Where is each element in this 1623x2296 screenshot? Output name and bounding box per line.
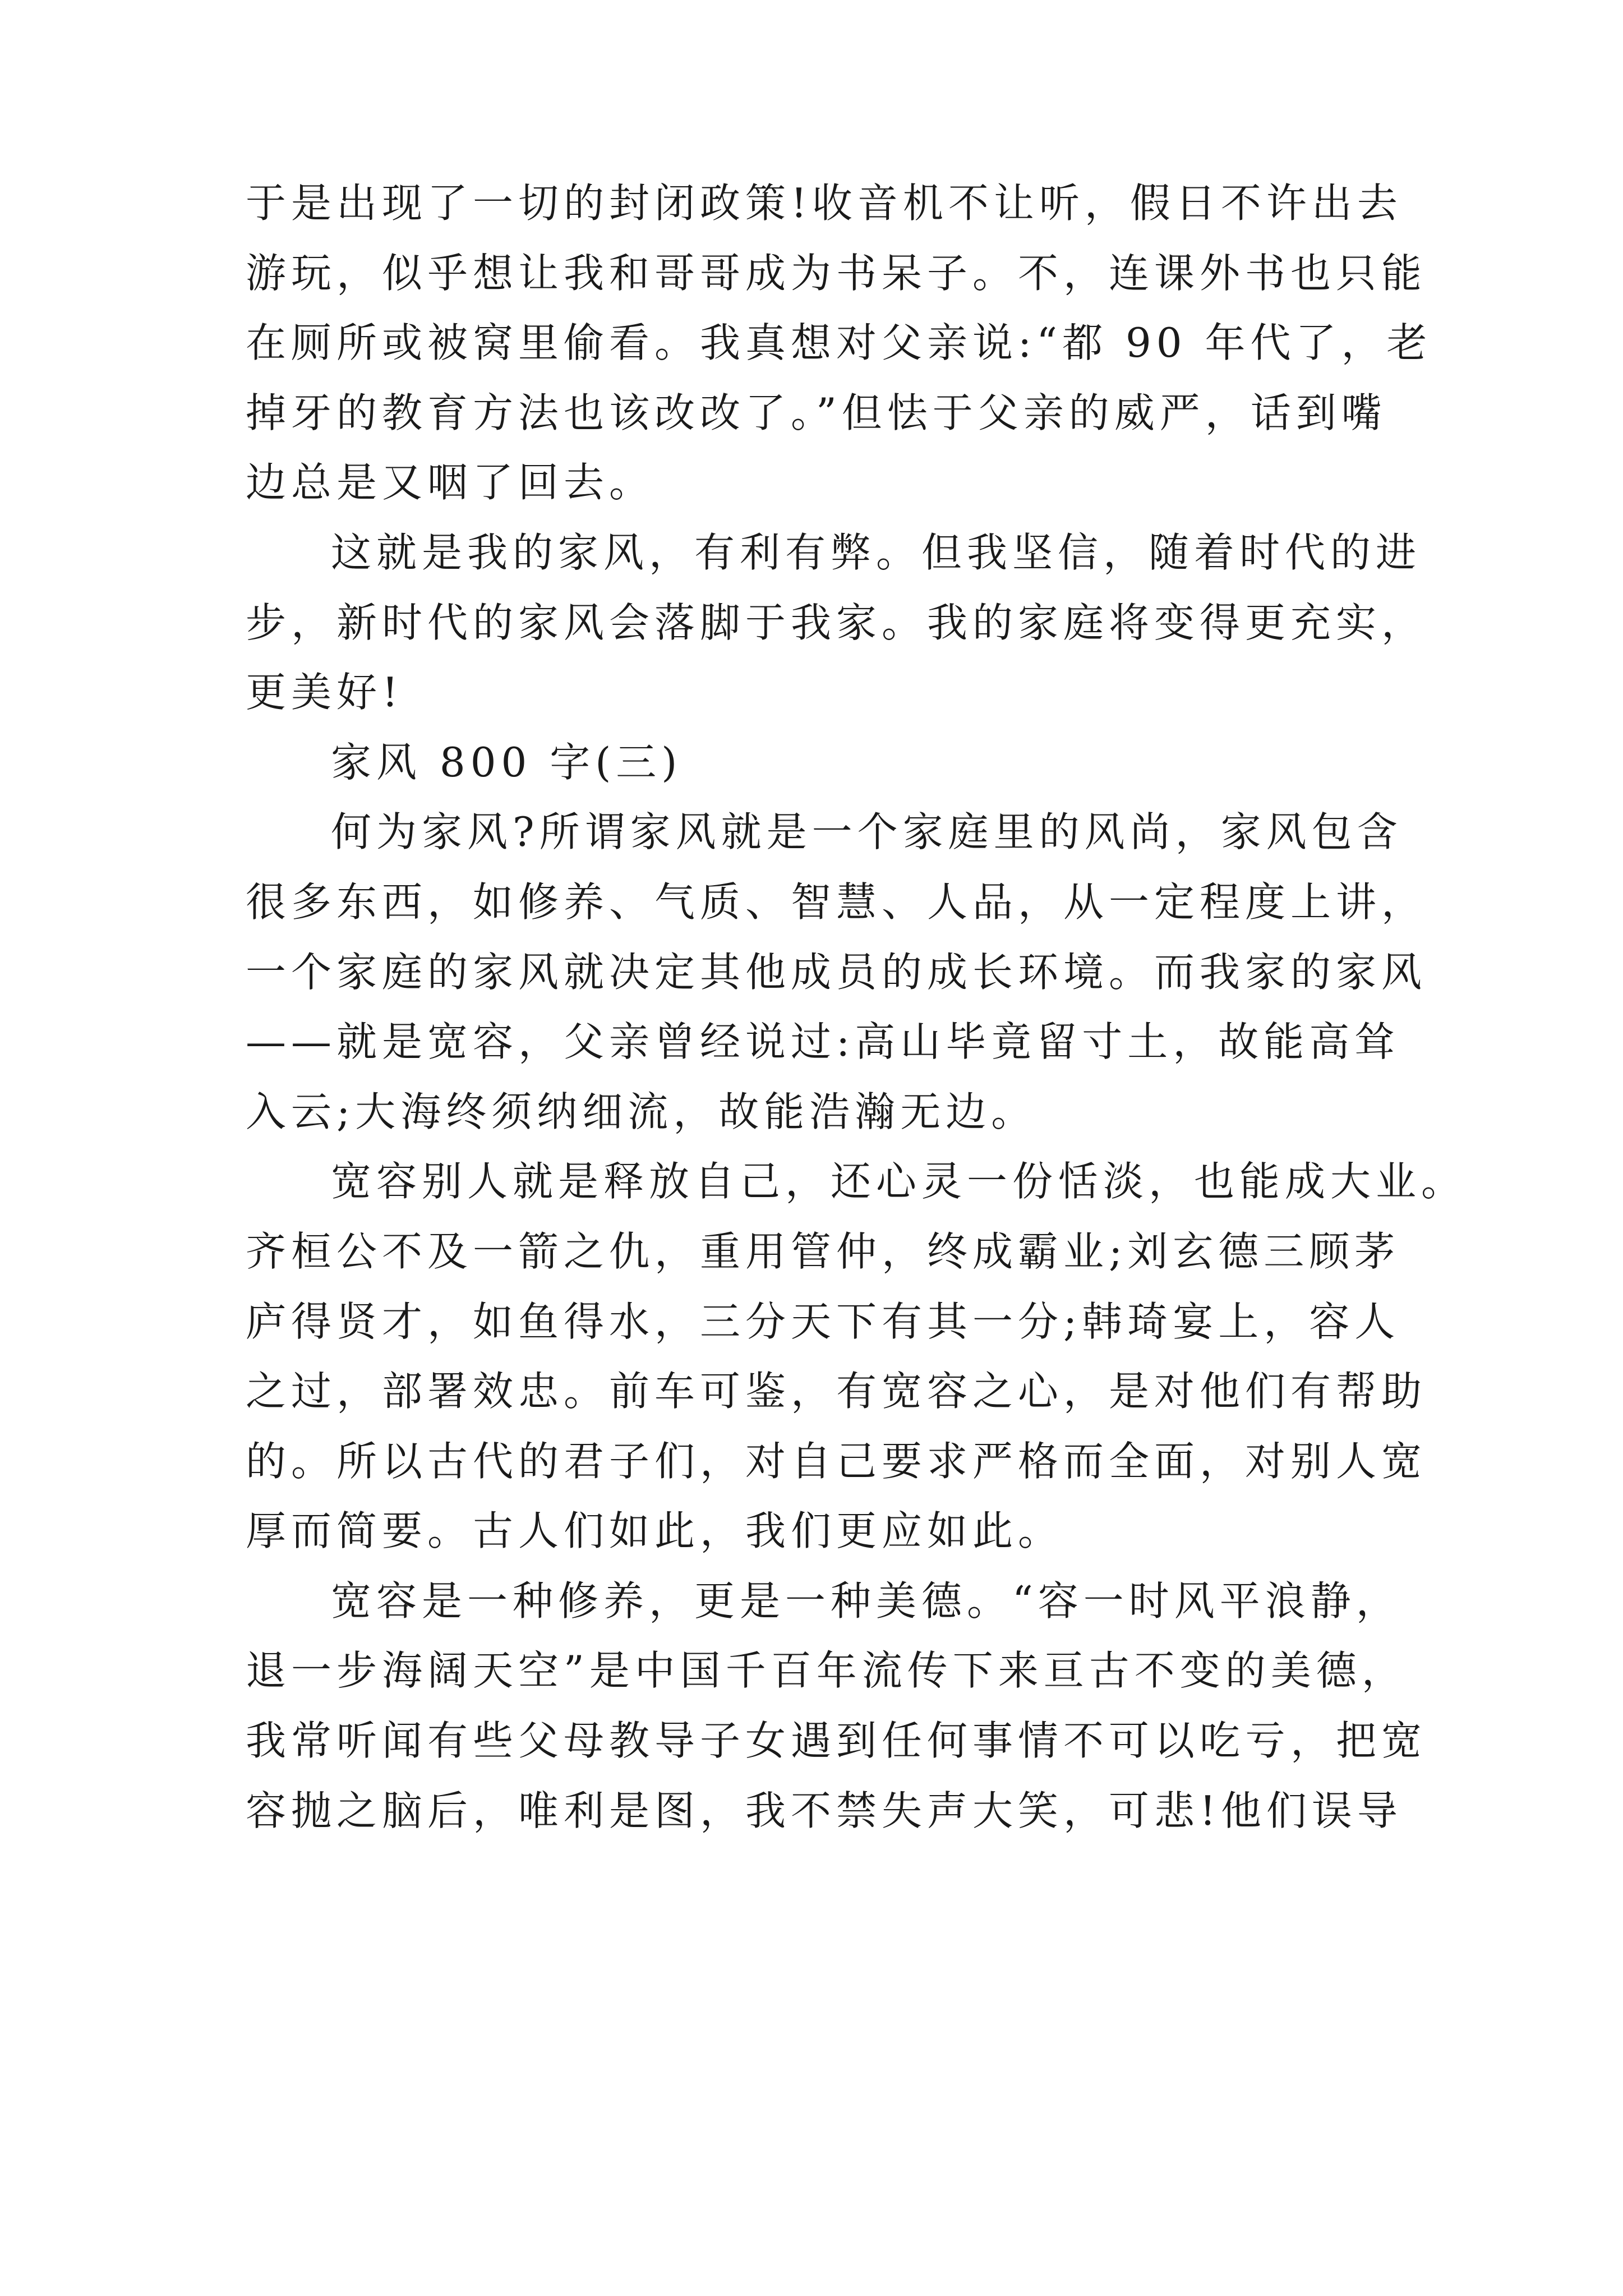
text-line: 之过，部署效忠。前车可鉴，有宽容之心，是对他们有帮助	[246, 1368, 1427, 1415]
text-line: 庐得贤才，如鱼得水，三分天下有其一分;韩琦宴上，容人	[246, 1297, 1400, 1345]
paragraph-first-line: 这就是我的家风，有利有弊。但我坚信，随着时代的进	[331, 528, 1422, 576]
text-line: 在厕所或被窝里偷看。我真想对父亲说:“都 90 年代了，老	[246, 319, 1432, 367]
text-line: 游玩，似乎想让我和哥哥成为书呆子。不，连课外书也只能	[246, 249, 1427, 297]
section-heading: 家风 800 字(三)	[331, 738, 683, 786]
paragraph-first-line: 何为家风?所谓家风就是一个家庭里的风尚，家风包含	[331, 808, 1403, 856]
text-line: 退一步海阔天空”是中国千百年流传下来亘古不变的美德，	[246, 1647, 1407, 1695]
text-line: 一个家庭的家风就决定其他成员的成长环境。而我家的家风	[246, 948, 1427, 996]
text-line: 更美好!	[246, 669, 403, 716]
text-line: 掉牙的教育方法也该改改了。”但怯于父亲的威严，话到嘴	[246, 389, 1387, 436]
text-line: 步，新时代的家风会落脚于我家。我的家庭将变得更充实，	[246, 599, 1427, 646]
text-line: 入云;大海终须纳细流，故能浩瀚无边。	[246, 1088, 1037, 1135]
text-line: 齐桓公不及一箭之仇，重用管仲，终成霸业;刘玄德三顾茅	[246, 1227, 1400, 1275]
text-line: 很多东西，如修养、气质、智慧、人品，从一定程度上讲，	[246, 878, 1427, 926]
paragraph-first-line: 宽容是一种修养，更是一种美德。“容一时风平浪静，	[331, 1577, 1401, 1625]
text-line: ——就是宽容，父亲曾经说过:高山毕竟留寸土，故能高耸	[246, 1018, 1400, 1066]
text-line: 于是出现了一切的封闭政策!收音机不让听，假日不许出去	[246, 180, 1403, 227]
text-line: 容抛之脑后，唯利是图，我不禁失声大笑，可悲!他们误导	[246, 1787, 1403, 1834]
text-line: 我常听闻有些父母教导子女遇到任何事情不可以吃亏，把宽	[246, 1717, 1427, 1765]
text-line: 边总是又咽了回去。	[246, 459, 655, 507]
text-line: 的。所以古代的君子们，对自己要求严格而全面，对别人宽	[246, 1437, 1427, 1485]
document-body	[246, 168, 1467, 1846]
text-line: 厚而简要。古人们如此，我们更应如此。	[246, 1507, 1064, 1555]
paragraph-first-line: 宽容别人就是释放自己，还心灵一份恬淡，也能成大业。	[331, 1158, 1467, 1205]
